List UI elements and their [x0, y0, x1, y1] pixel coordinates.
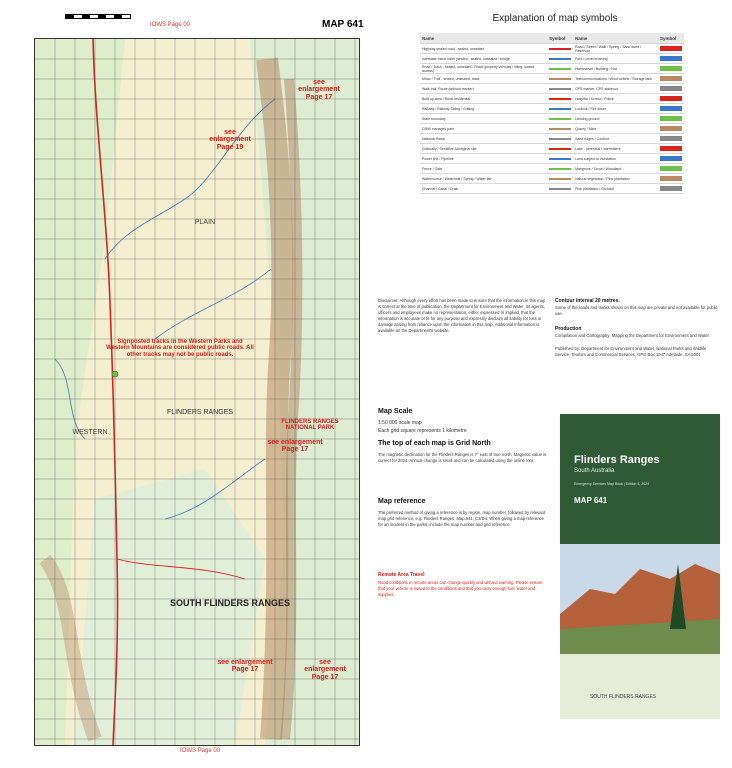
- map-scale-title: Map Scale: [378, 408, 413, 415]
- enlargement-note-2: see enlargement Page 17: [298, 79, 340, 101]
- legend-left-symbol: [547, 184, 573, 194]
- legend-symbol-icon: [549, 188, 571, 190]
- map-footer-label: IOWS Page 00: [180, 748, 221, 754]
- legend-symbol-icon: [549, 158, 571, 160]
- legend-row: [420, 184, 684, 194]
- legend-left-symbol: [547, 104, 573, 114]
- legend-symbol-icon: [660, 186, 682, 191]
- legend-symbol-icon: [660, 86, 682, 91]
- legend-right-symbol: [658, 114, 684, 124]
- legend-col-name: Name: [420, 33, 547, 44]
- legend-left-name: Watercourse / Waterhole / Spring / Water fall: [420, 174, 547, 184]
- legend-right-name: Landing ground: [573, 114, 658, 124]
- cover-edition: Emergency Services Map Book | Edition 4, 2024: [574, 482, 650, 486]
- publisher-text: Published by: Department for Environment and Water, National Parks and Wildlife Service, Tourism and Commercial Services, GPO Box 1047 Adelaide, SA 5001: [555, 346, 707, 358]
- cover-title: Flinders Ranges: [574, 454, 660, 466]
- legend-right-name: Homestead / Building / Hut: [573, 64, 658, 74]
- legend-table: [420, 33, 684, 194]
- legend-right-symbol: [658, 154, 684, 164]
- legend-symbol-icon: [660, 66, 682, 71]
- legend-left-name: Built-up area / Rural residential: [420, 94, 547, 104]
- production-text: Compilation and Cartography: Mapping the Department for Environment and Water.: [555, 333, 710, 338]
- legend-left-name: Fence / Gate: [420, 164, 547, 174]
- legend-symbol-icon: [549, 178, 571, 180]
- legend-left-symbol: [547, 114, 573, 124]
- legend-row: [420, 104, 684, 114]
- legend-left-name: State boundary: [420, 114, 547, 124]
- grid-north-text: The magnetic declination for the Flinders Ranges is 7° east of true north. Magnetic value is correct for 2024. Annual change is small and can be calculated using the online tool.: [378, 452, 547, 464]
- legend-row: [420, 114, 684, 124]
- legend-title: Explanation of map symbols: [492, 13, 618, 24]
- legend-right-symbol: [658, 74, 684, 84]
- legend-left-symbol: [547, 164, 573, 174]
- legend-symbol-icon: [660, 156, 682, 161]
- legend-row: [420, 154, 684, 164]
- legend-row: [420, 144, 684, 154]
- legend-row: [420, 124, 684, 134]
- western-label: WESTERN: [72, 429, 108, 436]
- legend-row: [420, 94, 684, 104]
- legend-left-name: Culturally / Sensitive Aboriginal site: [420, 144, 547, 154]
- map-scalebar: [65, 14, 131, 19]
- legend-left-name: Power line / Pipeline: [420, 154, 547, 164]
- legend-left-name: Highway sealed road - sealed, unsealed: [420, 44, 547, 54]
- legend-right-symbol: [658, 64, 684, 74]
- legend-right-symbol: [658, 44, 684, 54]
- legend-right-symbol: [658, 84, 684, 94]
- legend-right-name: Lookout / Fire tower: [573, 104, 658, 114]
- region-label-1: FLINDERS RANGES: [166, 409, 234, 416]
- legend-left-symbol: [547, 84, 573, 94]
- legend-left-symbol: [547, 144, 573, 154]
- legend-right-name: Road / Street / Walk / Spring / Sand dune / Reservoir: [573, 44, 658, 54]
- cover-footer-band: [560, 719, 720, 742]
- enlargement-note-4: see enlargement Page 17: [217, 659, 273, 674]
- map-scale-text-2: Each grid square represents 1 kilometre: [378, 428, 467, 434]
- map-header-label: IOWS Page 00: [150, 22, 191, 28]
- legend-left-symbol: [547, 74, 573, 84]
- topographic-map[interactable]: [34, 38, 360, 746]
- legend-row: [420, 64, 684, 74]
- legend-col-symbol-2: Symbol: [658, 33, 684, 44]
- legend-symbol-icon: [549, 168, 571, 170]
- map-scale-text-1: 1:50 000 scale map: [378, 420, 422, 426]
- legend-row: [420, 164, 684, 174]
- legend-left-name: Channel / Canal / Drain: [420, 184, 547, 194]
- legend-symbol-icon: [660, 146, 682, 151]
- legend-right-name: Natural vegetation / Pine plantation: [573, 174, 658, 184]
- legend-symbol-icon: [549, 78, 571, 80]
- legend-symbol-icon: [549, 138, 571, 140]
- legend-right-symbol: [658, 144, 684, 154]
- legend-symbol-icon: [660, 166, 682, 171]
- legend-symbol-icon: [549, 88, 571, 90]
- legend-symbol-icon: [660, 46, 682, 51]
- park-name-label: FLINDERS RANGES NATIONAL PARK: [281, 419, 339, 432]
- legend-right-name: Hospital / School / Police: [573, 94, 658, 104]
- legend-row: [420, 74, 684, 84]
- enlargement-note-1: see enlargement Page 19: [209, 129, 251, 151]
- signposted-note: Signposted tracks in the Western Parks and Western Mountains are considered public roads. All other tracks may not be public roads.: [106, 339, 254, 358]
- legend-left-name: Interstate minor roller (sealed - sealed, unsealed / bridge: [420, 54, 547, 64]
- legend-right-symbol: [658, 174, 684, 184]
- legend-symbol-icon: [660, 116, 682, 121]
- cover-bottom-label: SOUTH FLINDERS RANGES: [590, 694, 657, 700]
- legend-right-name: Lake - perennial / intermittent: [573, 144, 658, 154]
- legend-right-name: Land subject to inundation: [573, 154, 658, 164]
- legend-left-symbol: [547, 44, 573, 54]
- legend-right-name: GPS marker, GPS stakeout: [573, 84, 658, 94]
- legend-right-symbol: [658, 54, 684, 64]
- region-label-2: SOUTH FLINDERS RANGES: [169, 598, 290, 608]
- warning-title: Remote Area Travel: [378, 572, 425, 578]
- legend-body: [420, 44, 684, 194]
- grid-north-title: The top of each map is Grid North: [378, 440, 491, 447]
- legend-left-symbol: [547, 154, 573, 164]
- enlargement-note-3: see enlargement Page 17: [267, 439, 323, 454]
- disclaimer-text: Disclaimer: Although every effort has been made to ensure that the information in this map is correct at the time of publication, the Department for Environment and Water, its agents, officers and employees make no representation, either expressed or implied, that the information is accurate or fit for any purpose and expressly disclaim all liability for loss or damage arising from reliance upon the information in this map. Additional information is available on the Department's website.: [378, 298, 546, 334]
- legend-left-name: Road / Track - sealed, unsealed / Road (property vehicles / tilling, locked access): [420, 64, 547, 74]
- cover-map-number: MAP 641: [574, 496, 608, 505]
- legend-symbol-icon: [660, 136, 682, 141]
- legend-left-symbol: [547, 174, 573, 184]
- legend-left-symbol: [547, 94, 573, 104]
- legend-right-name: Sand ridges / Contour: [573, 134, 658, 144]
- plain-label: PLAIN: [194, 219, 216, 226]
- legend-row: [420, 174, 684, 184]
- legend-symbol-icon: [549, 128, 571, 130]
- legend-right-name: Ford / Level crossing: [573, 54, 658, 64]
- map-reference-title: Map reference: [378, 498, 426, 505]
- map-number: MAP 641: [322, 19, 364, 30]
- contour-title: Contour interval 20 metres.: [555, 298, 620, 304]
- cover-subtitle: South Australia: [574, 468, 615, 474]
- legend-col-symbol: Symbol: [547, 33, 573, 44]
- legend-symbol-icon: [660, 76, 682, 81]
- legend-right-name: Pine plantation / Orchard: [573, 184, 658, 194]
- legend-left-symbol: [547, 64, 573, 74]
- legend-right-symbol: [658, 164, 684, 174]
- warning-text: Road conditions in remote areas can change quickly and without warning. Please ensure that your vehicle is suited to the conditions and that you carry enough fuel, water and supplies.: [378, 580, 543, 598]
- map-reference-text: The preferred method of giving a reference is by region, map number, followed by relevant map grid reference, e.g. Flinders Ranges, Map 641, C3/D4. When giving a map reference for an incident in the parks, include the map number and grid reference.: [378, 510, 546, 528]
- cover-mapstrip: [560, 654, 720, 719]
- legend-symbol-icon: [549, 108, 571, 110]
- legend-left-symbol: [547, 124, 573, 134]
- legend-row: [420, 84, 684, 94]
- legend-right-symbol: [658, 124, 684, 134]
- legend-symbol-icon: [660, 106, 682, 111]
- legend-symbol-icon: [660, 176, 682, 181]
- map-book-cover: [560, 414, 720, 742]
- legend-right-name: Telecommunications / Wind turbine / Storage tank: [573, 74, 658, 84]
- legend-symbol-icon: [660, 126, 682, 131]
- legend-left-symbol: [547, 134, 573, 144]
- legend-row: [420, 134, 684, 144]
- map-svg: [35, 39, 359, 745]
- production-title: Production: [555, 326, 582, 332]
- legend-row: [420, 54, 684, 64]
- legend-symbol-icon: [549, 58, 571, 60]
- legend-symbol-icon: [549, 68, 571, 70]
- legend-left-name: CMW managed park: [420, 124, 547, 134]
- enlargement-note-5: see enlargement Page 17: [304, 659, 346, 681]
- legend-right-symbol: [658, 134, 684, 144]
- legend-right-symbol: [658, 184, 684, 194]
- legend-symbol-icon: [549, 118, 571, 120]
- legend-left-symbol: [547, 54, 573, 64]
- legend-symbol-icon: [549, 98, 571, 100]
- legend-col-name-2: Name: [573, 33, 658, 44]
- contour-text: Some of the roads and tracks shown on this map are private and not available for public use.: [555, 305, 718, 317]
- legend-left-name: Minor / Trail - sealed, unsealed, track: [420, 74, 547, 84]
- legend-symbol-icon: [549, 48, 571, 50]
- legend-right-name: Quarry / Mine: [573, 124, 658, 134]
- legend-right-symbol: [658, 94, 684, 104]
- legend-right-name: Mangrove / Scrub / Woodland: [573, 164, 658, 174]
- legend-left-name: Railway / Railway Siding / Cutting: [420, 104, 547, 114]
- town-marker: [112, 371, 118, 377]
- legend-left-name: Walk trail, Route (without marker): [420, 84, 547, 94]
- legend-symbol-icon: [549, 148, 571, 150]
- legend-row: [420, 44, 684, 54]
- legend-symbol-icon: [660, 96, 682, 101]
- legend-right-symbol: [658, 104, 684, 114]
- legend-left-name: National Parks: [420, 134, 547, 144]
- legend-symbol-icon: [660, 56, 682, 61]
